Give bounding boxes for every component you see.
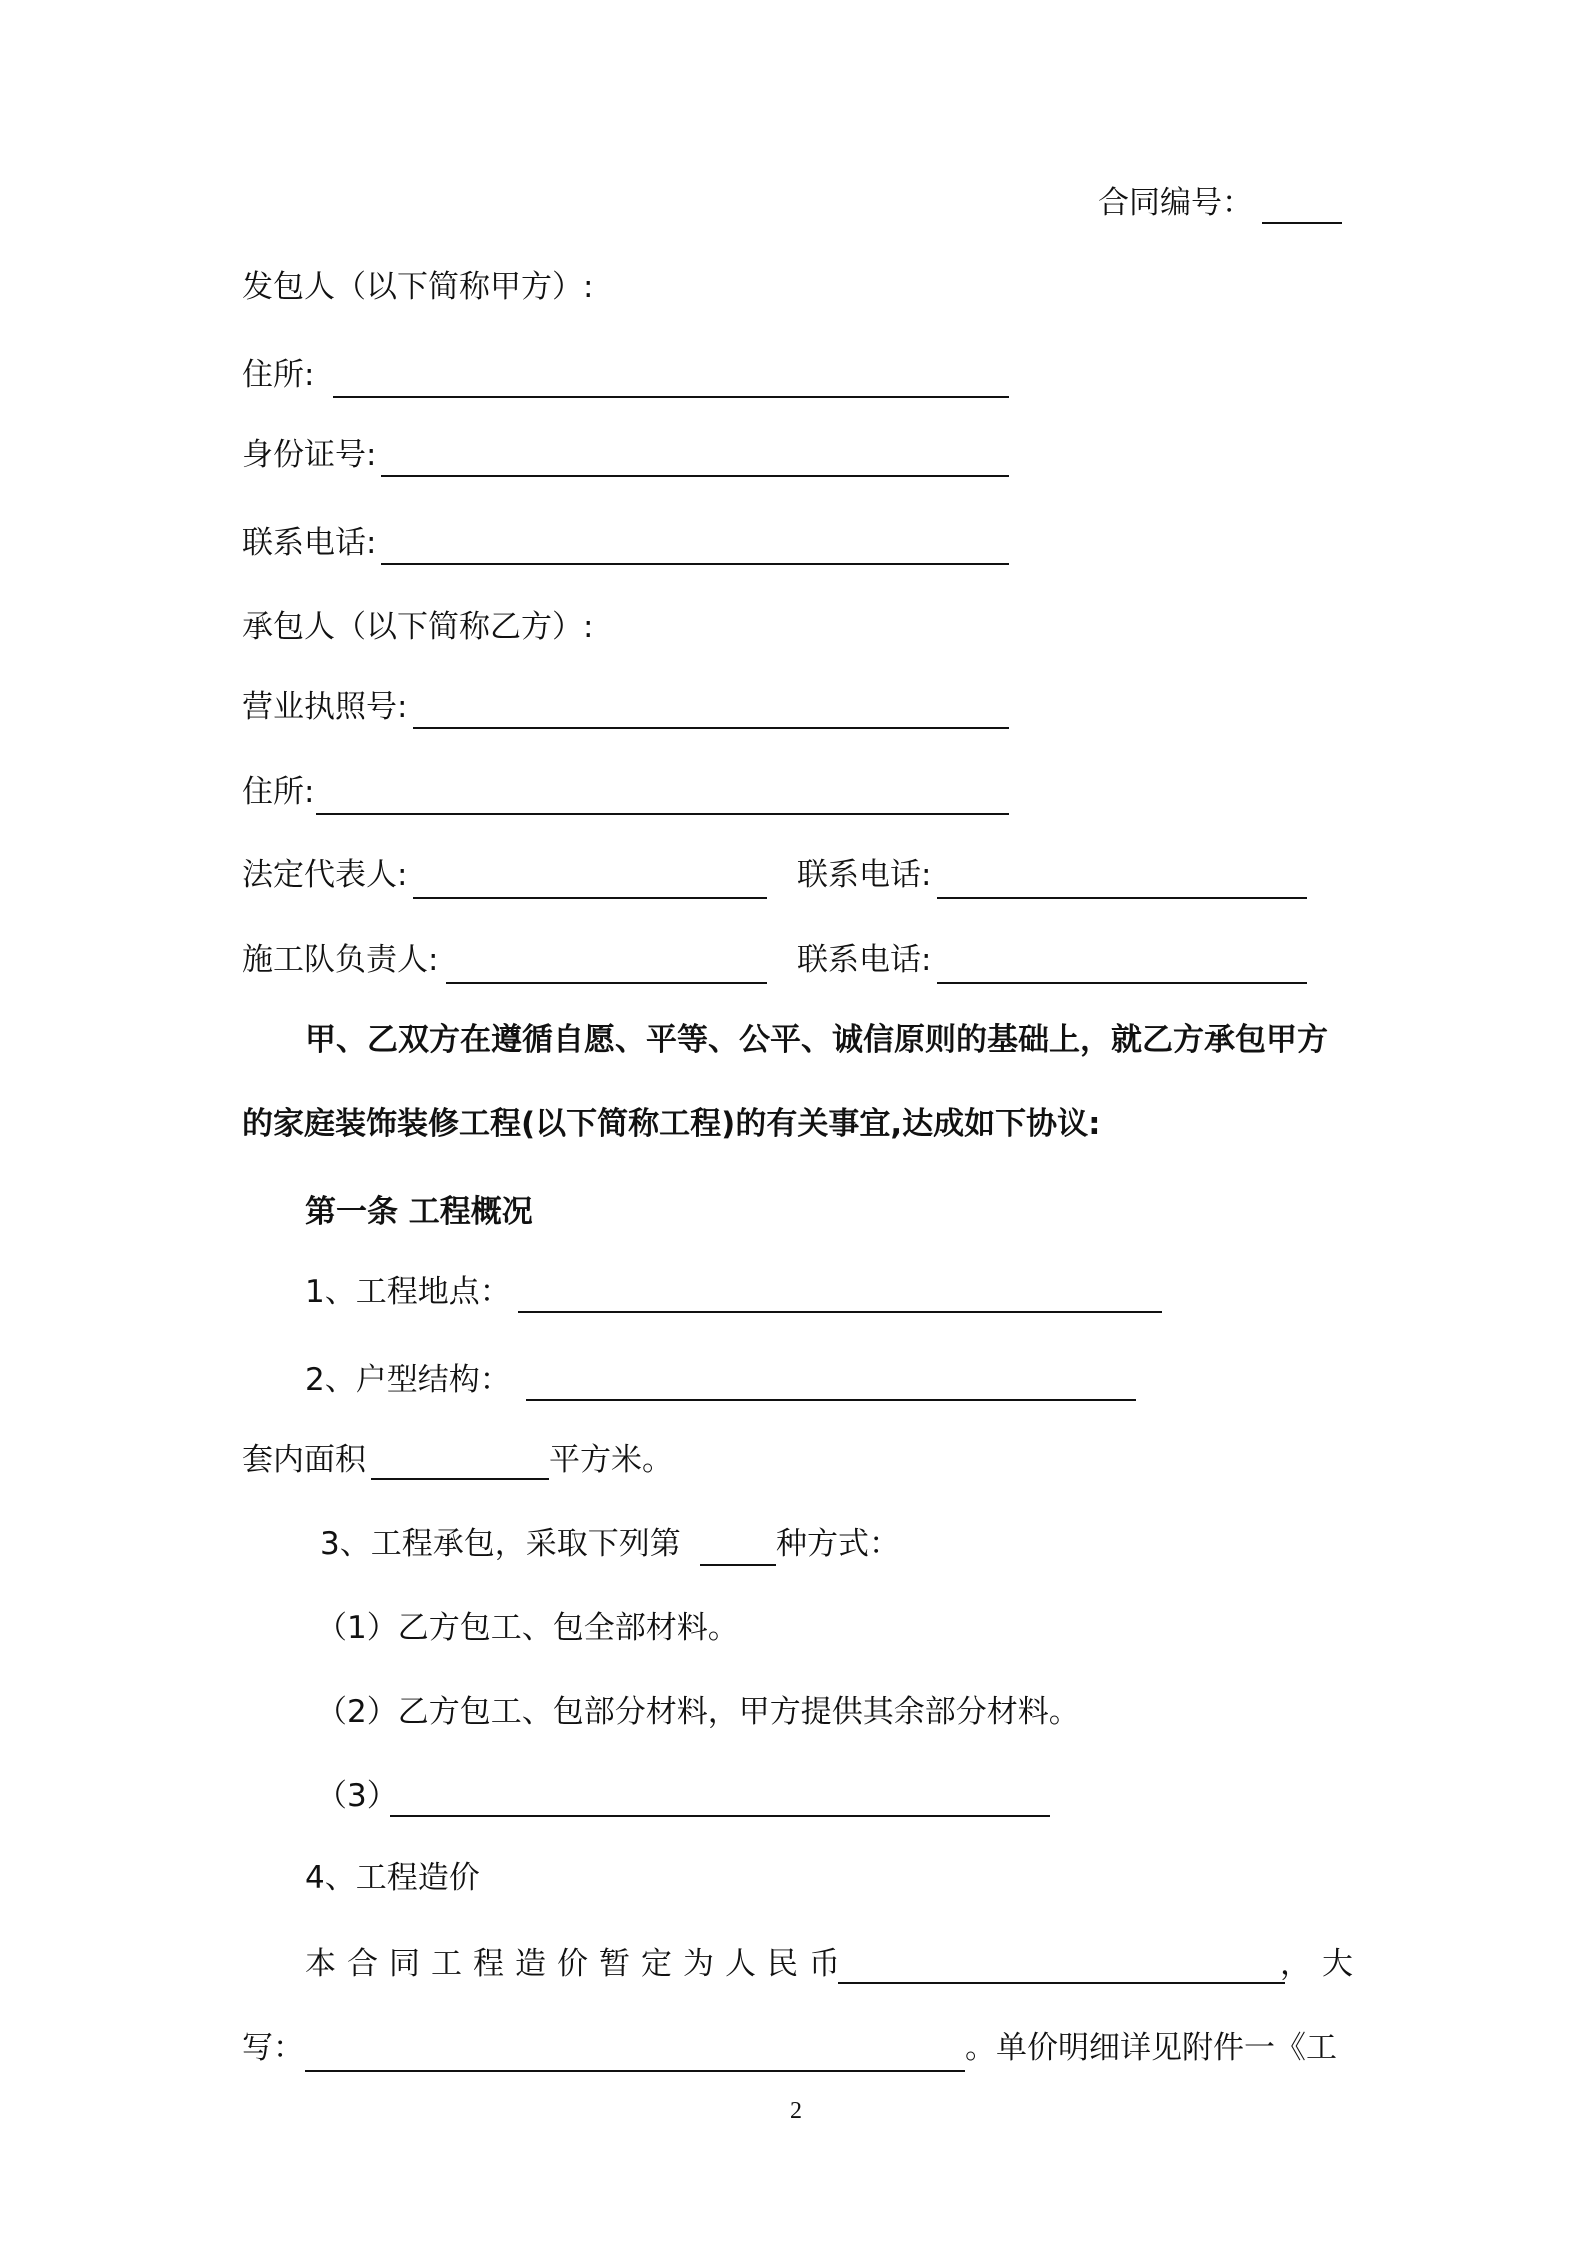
party-a-address-label: 住所:: [242, 357, 315, 393]
item-2-label: 2、户型结构：: [305, 1362, 511, 1398]
team-leader-blank[interactable]: [446, 982, 767, 984]
contract-number-blank[interactable]: [1262, 222, 1342, 224]
price-figure-blank[interactable]: [838, 1982, 1285, 1984]
contract-number-label: 合同编号：: [1098, 185, 1253, 221]
project-location-blank[interactable]: [518, 1311, 1162, 1313]
item-3-suffix: 种方式：: [776, 1526, 900, 1562]
team-leader-phone-blank[interactable]: [937, 982, 1307, 984]
party-a-id-blank[interactable]: [381, 475, 1009, 477]
party-b-license-label: 营业执照号:: [242, 689, 408, 725]
team-leader-label: 施工队负责人:: [242, 942, 439, 978]
party-b-address-blank[interactable]: [316, 813, 1009, 815]
price-line-2-prefix: 写：: [242, 2030, 304, 2066]
legal-rep-blank[interactable]: [413, 897, 767, 899]
price-line-2-suffix: 。单价明细详见附件一《工: [965, 2030, 1337, 2066]
party-b-license-blank[interactable]: [413, 727, 1009, 729]
option-2: （2）乙方包工、包部分材料，甲方提供其余部分材料。: [316, 1694, 1080, 1730]
party-a-phone-blank[interactable]: [381, 563, 1009, 565]
legal-rep-label: 法定代表人:: [242, 857, 408, 893]
intro-line-2: 的家庭装饰装修工程(以下简称工程)的有关事宜,达成如下协议:: [242, 1106, 1101, 1142]
team-leader-phone-label: 联系电话:: [797, 942, 932, 978]
legal-rep-phone-blank[interactable]: [937, 897, 1307, 899]
legal-rep-phone-label: 联系电话:: [797, 857, 932, 893]
party-a-phone-label: 联系电话:: [242, 525, 377, 561]
item-3-prefix: 3、工程承包，采取下列第: [320, 1526, 681, 1562]
price-words-blank[interactable]: [305, 2070, 965, 2072]
party-a-id-label: 身份证号:: [242, 437, 377, 473]
page-number: 2: [790, 2098, 802, 2124]
area-suffix: 平方米。: [549, 1442, 673, 1478]
option-1: （1）乙方包工、包全部材料。: [316, 1610, 739, 1646]
party-b-heading: 承包人（以下简称乙方）:: [242, 609, 594, 645]
area-prefix: 套内面积: [242, 1442, 366, 1478]
article-1-title: 第一条 工程概况: [305, 1194, 533, 1230]
item-1-label: 1、工程地点：: [305, 1274, 511, 1310]
intro-line-1: 甲、乙双方在遵循自愿、平等、公平、诚信原则的基础上，就乙方承包甲方: [305, 1022, 1328, 1058]
option-3-blank[interactable]: [390, 1815, 1050, 1817]
item-4-label: 4、工程造价: [305, 1860, 480, 1896]
party-a-heading: 发包人（以下简称甲方）:: [242, 269, 594, 305]
house-structure-blank[interactable]: [526, 1399, 1136, 1401]
party-b-address-label: 住所:: [242, 774, 315, 810]
party-a-address-blank[interactable]: [333, 396, 1009, 398]
price-prefix: 本合同工程造价暂定为人民币: [305, 1946, 851, 1982]
area-blank[interactable]: [371, 1478, 549, 1480]
option-3-label: （3）: [316, 1778, 398, 1814]
contract-mode-blank[interactable]: [700, 1564, 776, 1566]
price-comma: ，大: [1280, 1946, 1364, 1982]
